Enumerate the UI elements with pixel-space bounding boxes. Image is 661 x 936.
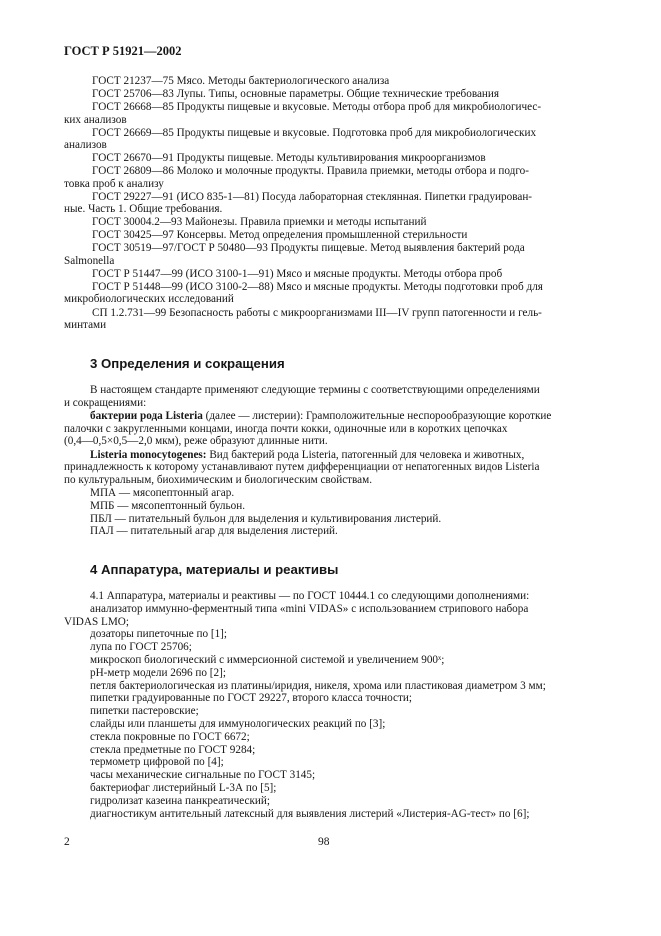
equipment-item: лупа по ГОСТ 25706; <box>90 641 192 654</box>
equipment-item-continuation: VIDAS LMO; <box>64 615 129 628</box>
equipment-item: рН-метр модели 2696 по [2]; <box>90 666 226 679</box>
reference-item: ГОСТ 30519—97/ГОСТ Р 50480—93 Продукты пищевые. Метод выявления бактерий рода Salmonella <box>64 242 525 267</box>
normative-references-list <box>64 75 600 332</box>
equipment-item: стекла покровные по ГОСТ 6672; <box>90 730 250 743</box>
reference-item: ГОСТ 30425—97 Консервы. Метод определения промышленной стерильности <box>92 229 468 242</box>
abbreviation-item: МПБ — мясопептонный бульон. <box>90 499 245 512</box>
reference-item: ГОСТ Р 51447—99 (ИСО 3100-1—91) Мясо и мясные продукты. Методы отбора проб <box>92 267 503 280</box>
definition-listeria-monocytogenes: Listeria monocytogenes: Вид бактерий рода Listeria, патогенный для человека и животных, принадлежность к которому устанавливают путем дифференциации от непатогенных видов Listeria по культуральным, биохимическим и биологическим свойствам. <box>64 448 540 486</box>
abbreviation-item: МПА — мясопептонный агар. <box>90 487 235 499</box>
equipment-item: диагностикум антительный латексный для выявления листерий «Листерия-AG-тест» по [6]; <box>90 807 530 820</box>
equipment-item: стекла предметные по ГОСТ 9284; <box>90 743 256 756</box>
reference-item: ГОСТ 30004.2—93 Майонезы. Правила приемки и методы испытаний <box>92 216 427 229</box>
scan-page-number: 98 <box>318 836 330 848</box>
definition-listeria: бактерии рода Listeria (далее — листерии): Грамположительные неспорообразующие короткие палочки с закругленными концами, иногда почти кокки, одиночные или в коротких цепочках (0,4—0,5×0,5—2,0 мкм), реже образуют длинные нити. <box>64 410 552 447</box>
equipment-item: бактериофаг листерийный L-3А по [5]; <box>90 781 277 794</box>
reference-item: ГОСТ 26668—85 Продукты пищевые и вкусовые. Методы отбора проб для микробиологичес- ких анализов <box>64 101 542 126</box>
abbreviation-item: ПАЛ — питательный агар для выделения листерий. <box>90 525 338 538</box>
equipment-item: петля бактериологическая из платины/иридия, никеля, хрома или пластиковая диаметром 3 мм; <box>90 679 546 692</box>
reference-item: ГОСТ 21237—75 Мясо. Методы бактериологического анализа <box>92 75 390 87</box>
reference-item: ГОСТ 29227—91 (ИСО 835-1—81) Посуда лабораторная стеклянная. Пипетки градуирован- ные. Часть 1. Общие требования. <box>64 190 533 216</box>
equipment-item: пипетки градуированные по ГОСТ 29227, второго класса точности; <box>90 692 412 705</box>
reference-item: ГОСТ Р 51448—99 (ИСО 3100-2—88) Мясо и мясные продукты. Методы подготовки проб для микробиологических исследований <box>64 281 543 306</box>
equipment-item: слайды или планшеты для иммунологических реакций по [3]; <box>90 717 386 730</box>
equipment-item: термометр цифровой по [4]; <box>90 756 224 769</box>
reference-item: СП 1.2.731—99 Безопасность работы с микроорганизмами III—IV групп патогенности и гель- минтами <box>64 306 542 331</box>
term-listeria: бактерии рода Listeria <box>90 410 203 422</box>
equipment-item: микроскоп биологический с иммерсионной системой и увеличением 900ˣ; <box>90 653 445 666</box>
equipment-item: пипетки пастеровские; <box>90 705 199 718</box>
term-listeria-monocytogenes: Listeria monocytogenes: <box>90 448 207 461</box>
document-header: ГОСТ Р 51921—2002 <box>64 44 182 58</box>
section-3-title: 3 Определения и сокращения <box>90 356 285 371</box>
definitions-intro: В настоящем стандарте применяют следующие термины с соответствующими определениями и сокращениями: <box>64 384 540 409</box>
page-number: 2 <box>64 836 70 848</box>
definitions-block <box>64 384 600 538</box>
equipment-intro: 4.1 Аппаратура, материалы и реактивы — по ГОСТ 10444.1 со следующими дополнениями: <box>90 590 530 602</box>
equipment-item: гидролизат казеина панкреатический; <box>90 794 270 807</box>
equipment-item: часы механические сигнальные по ГОСТ 3145; <box>90 769 316 782</box>
reference-item: ГОСТ 25706—83 Лупы. Типы, основные параметры. Общие технические требования <box>92 88 500 101</box>
equipment-item: дозаторы пипеточные по [1]; <box>90 628 228 641</box>
equipment-item: анализатор иммунно-ферментный типа «mini VIDAS» с использованием стрипового набора <box>90 602 529 615</box>
section-4-title: 4 Аппаратура, материалы и реактивы <box>90 562 339 577</box>
reference-item: ГОСТ 26670—91 Продукты пищевые. Методы культивирования микроорганизмов <box>92 152 486 165</box>
equipment-list <box>64 590 600 820</box>
reference-item: ГОСТ 26809—86 Молоко и молочные продукты. Правила приемки, методы отбора и подго- товка проб к анализу <box>64 165 529 190</box>
reference-item: ГОСТ 26669—85 Продукты пищевые и вкусовые. Подготовка проб для микробиологических анализов <box>64 126 537 152</box>
abbreviation-item: ПБЛ — питательный бульон для выделения и культивирования листерий. <box>90 512 442 525</box>
